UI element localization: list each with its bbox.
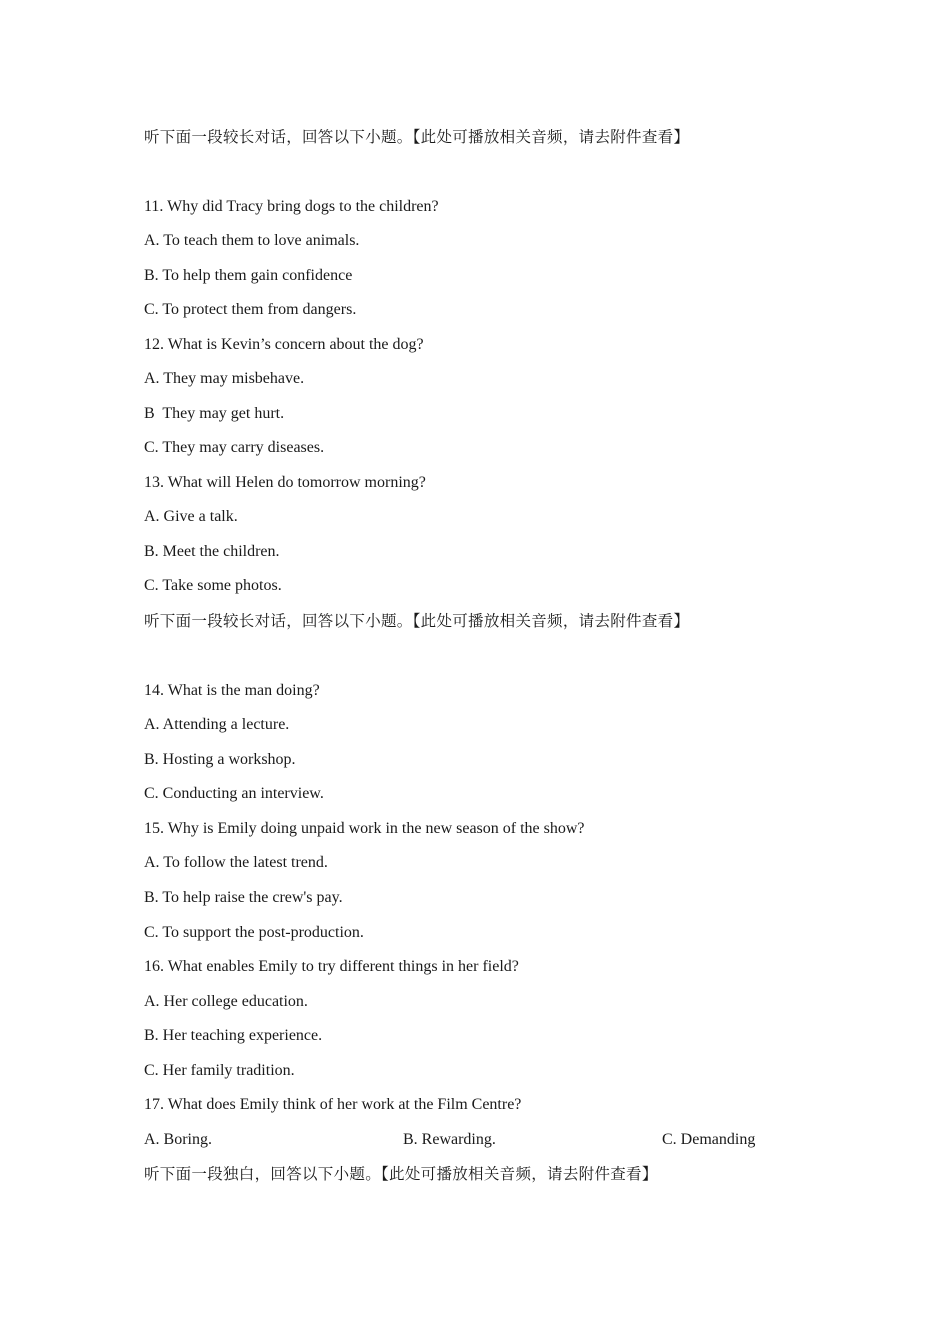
q11-stem: 11. Why did Tracy bring dogs to the children? bbox=[144, 198, 439, 215]
q16-option-a: A. Her college education. bbox=[144, 993, 308, 1010]
q14-option-b: B. Hosting a workshop. bbox=[144, 751, 296, 768]
q16-option-c: C. Her family tradition. bbox=[144, 1062, 295, 1079]
q14-option-c: C. Conducting an interview. bbox=[144, 785, 324, 802]
q12-option-c: C. They may carry diseases. bbox=[144, 439, 325, 456]
section2-instruction: 听下面一段较长对话，回答以下小题。【此处可播放相关音频，请去附件查看】 bbox=[144, 612, 690, 630]
q11-option-b: B. To help them gain confidence bbox=[144, 267, 353, 284]
q11-option-c: C. To protect them from dangers. bbox=[144, 301, 357, 318]
q13-option-b: B. Meet the children. bbox=[144, 543, 280, 560]
q17-option-c: C. Demanding bbox=[662, 1131, 756, 1148]
q12-stem: 12. What is Kevin’s concern about the dog? bbox=[144, 336, 424, 353]
section1-instruction: 听下面一段较长对话，回答以下小题。【此处可播放相关音频，请去附件查看】 bbox=[144, 128, 690, 146]
q17-option-b: B. Rewarding. bbox=[403, 1131, 496, 1148]
q15-option-b: B. To help raise the crew's pay. bbox=[144, 889, 343, 906]
q15-option-c: C. To support the post-production. bbox=[144, 924, 364, 941]
q15-option-a: A. To follow the latest trend. bbox=[144, 854, 328, 871]
q17-stem: 17. What does Emily think of her work at the Film Centre? bbox=[144, 1096, 522, 1113]
q13-stem: 13. What will Helen do tomorrow morning? bbox=[144, 474, 426, 491]
q12-option-a: A. They may misbehave. bbox=[144, 370, 305, 387]
q13-option-a: A. Give a talk. bbox=[144, 508, 238, 525]
section3-instruction: 听下面一段独白，回答以下小题。【此处可播放相关音频，请去附件查看】 bbox=[144, 1165, 658, 1183]
q16-option-b: B. Her teaching experience. bbox=[144, 1027, 323, 1044]
q12-option-b: B They may get hurt. bbox=[144, 405, 285, 422]
q16-stem: 16. What enables Emily to try different things in her field? bbox=[144, 958, 519, 975]
q17-option-a: A. Boring. bbox=[144, 1131, 212, 1148]
q15-stem: 15. Why is Emily doing unpaid work in the new season of the show? bbox=[144, 820, 585, 837]
q14-stem: 14. What is the man doing? bbox=[144, 682, 320, 699]
q13-option-c: C. Take some photos. bbox=[144, 577, 282, 594]
q11-option-a: A. To teach them to love animals. bbox=[144, 232, 360, 249]
q14-option-a: A. Attending a lecture. bbox=[144, 716, 290, 733]
